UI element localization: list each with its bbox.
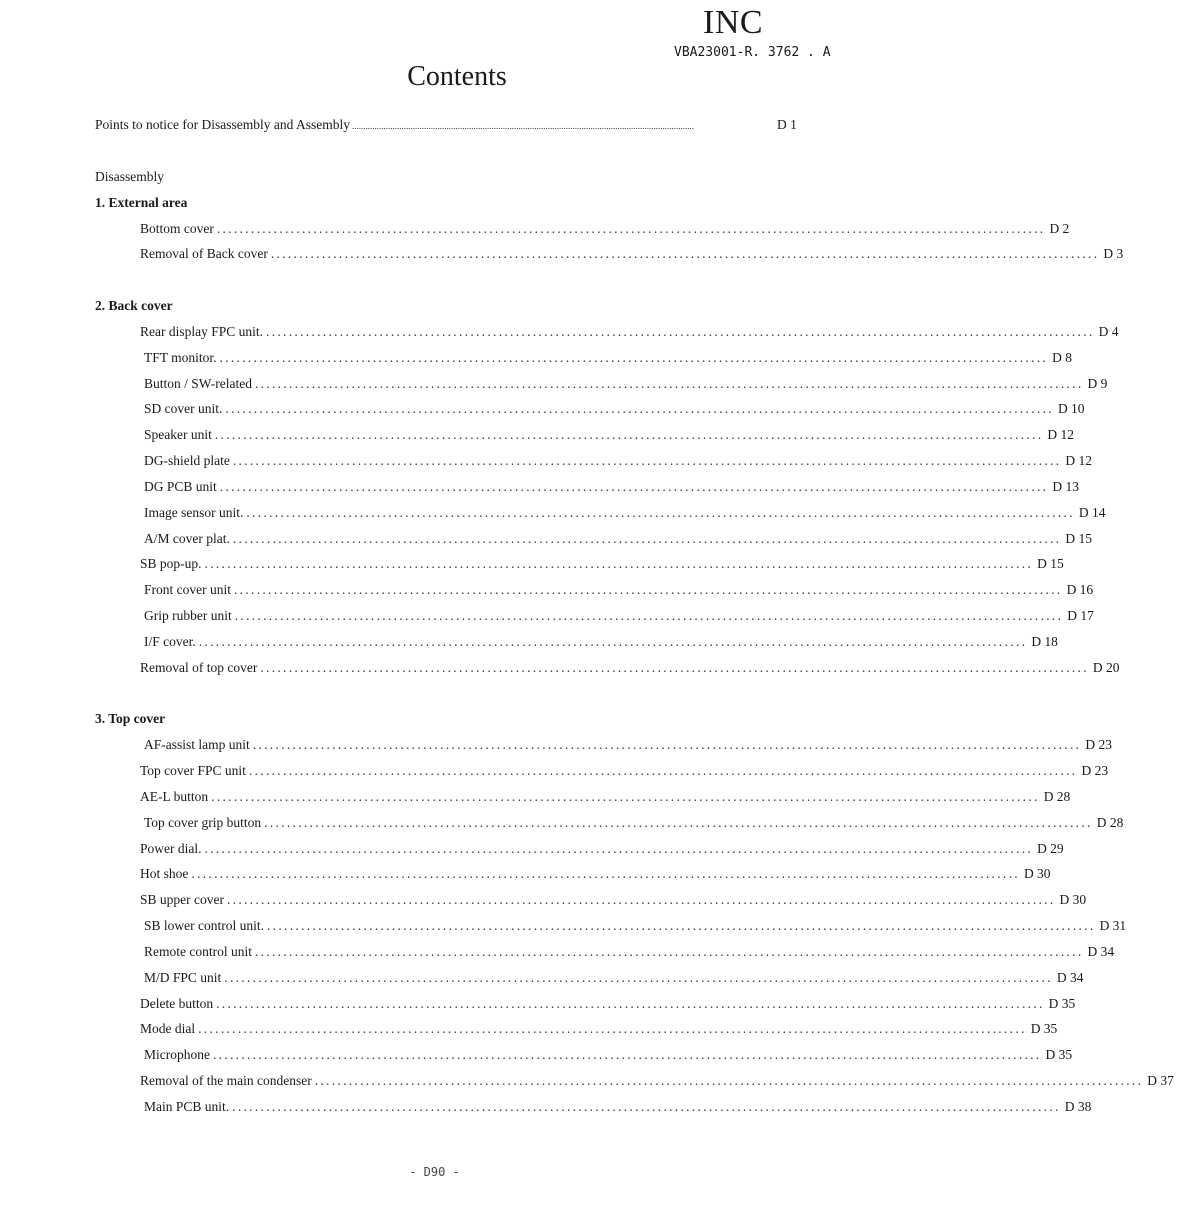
toc-row	[0, 375, 1108, 393]
toc-entry-page: D 23	[1081, 763, 1109, 778]
toc-row	[0, 659, 1120, 677]
toc-entry-label: Speaker unit	[144, 427, 212, 442]
toc-row	[0, 555, 1064, 573]
toc-entry-page: D 16	[1066, 582, 1094, 597]
toc-entry-page: D 35	[1048, 996, 1076, 1011]
toc-entry-label: Mode dial	[140, 1021, 196, 1036]
toc-leader-dots: ..................................................................................................................................................	[254, 944, 1084, 959]
toc-row	[0, 504, 1106, 522]
toc-entry-label: Hot shoe	[140, 866, 189, 881]
toc-entry-page: D 17	[1067, 608, 1094, 623]
disassembly-label: Disassembly	[95, 169, 164, 184]
toc-leader-dots: ..................................................................................................................................................	[232, 453, 1062, 468]
toc-entry[interactable]	[144, 917, 1127, 935]
toc-entry-label: SB pop-up.	[140, 556, 202, 571]
toc-row	[0, 530, 1093, 548]
toc-entry-label: Delete button	[140, 996, 214, 1011]
toc-entry-page: D 28	[1096, 815, 1124, 830]
toc-entry-page: D 35	[1030, 1021, 1058, 1036]
toc-entry[interactable]	[140, 840, 1064, 858]
toc-row	[0, 762, 1109, 780]
page-footer-number: - D90 -	[409, 1165, 460, 1179]
toc-entry[interactable]	[144, 452, 1093, 470]
toc-entry-label: Front cover unit	[144, 582, 231, 597]
toc-entry-label: SD cover unit.	[144, 401, 223, 416]
toc-row	[0, 943, 1115, 961]
toc-row	[0, 865, 1051, 883]
toc-entry[interactable]	[144, 375, 1108, 393]
toc-entry-label: Image sensor unit.	[144, 505, 244, 520]
toc-leader-dots: ..................................................................................................................................................	[234, 582, 1063, 597]
toc-leader-dots: ..................................................................................................................................................	[224, 970, 1053, 985]
toc-row	[0, 1072, 1174, 1090]
toc-entry[interactable]	[144, 426, 1075, 444]
section-heading: 3. Top cover	[95, 711, 166, 726]
toc-row	[0, 426, 1075, 444]
toc-entry-page: D 3	[1103, 246, 1124, 261]
toc-entry-page: D 30	[1023, 866, 1051, 881]
brand-logo-text: INC	[703, 4, 764, 41]
toc-entry-label: Removal of top cover	[140, 660, 258, 675]
toc-entry-page: D 8	[1052, 350, 1072, 365]
toc-entry[interactable]	[140, 1072, 1174, 1090]
toc-entry[interactable]	[140, 995, 1076, 1013]
toc-entry-label: AE-L button	[140, 789, 209, 804]
toc-leader-dots: ..................................................................................................................................................	[248, 763, 1078, 778]
toc-entry-label: SB lower control unit.	[144, 918, 264, 933]
toc-entry[interactable]	[144, 400, 1085, 418]
toc-leader-dots: ..................................................................................................................................................	[219, 479, 1049, 494]
toc-row	[0, 969, 1084, 987]
toc-entry-label: Rear display FPC unit.	[140, 324, 264, 339]
toc-row	[0, 349, 1072, 367]
toc-entry-page: D 29	[1037, 841, 1064, 856]
toc-row	[0, 891, 1087, 909]
toc-entry-page: D 12	[1065, 453, 1093, 468]
toc-leader-dots: ..................................................................................................................................................	[204, 556, 1034, 571]
toc-entry[interactable]	[144, 607, 1094, 625]
toc-row	[0, 245, 1124, 263]
toc-entry[interactable]	[140, 659, 1120, 677]
toc-entry-label: Points to notice for Disassembly and Assembly	[95, 117, 350, 132]
toc-entry[interactable]	[144, 633, 1058, 651]
toc-entry-label: Remote control unit	[144, 944, 252, 959]
page-title: Contents	[407, 61, 507, 92]
toc-entry-label: A/M cover plat.	[144, 531, 230, 546]
toc-entry-label: Microphone	[144, 1047, 210, 1062]
toc-entry-page: D 12	[1047, 427, 1075, 442]
toc-leader-dots: ..................................................................................................................................................	[260, 660, 1089, 675]
toc-entry[interactable]	[140, 1020, 1058, 1038]
toc-row	[0, 1046, 1073, 1064]
toc-entry[interactable]	[144, 969, 1084, 987]
toc-entry-page: D 30	[1059, 892, 1087, 907]
toc-entry[interactable]	[140, 555, 1064, 573]
toc-leader-dots: ..................................................................................................................................................	[214, 427, 1044, 442]
toc-row	[0, 788, 1071, 806]
toc-entry[interactable]	[140, 245, 1124, 263]
toc-leader-dots: ..................................................................................................................................................	[204, 841, 1034, 856]
toc-leader-dots: ..................................................................................................................................................	[270, 246, 1100, 261]
toc-leader-dots: ..................................................................................................................................................	[226, 892, 1056, 907]
toc-leader-dots: ..................................................................................................................................................	[198, 634, 1028, 649]
toc-row	[0, 814, 1124, 832]
toc-leader-dots: ..................................................................................................................................................	[254, 376, 1084, 391]
toc-entry-page: D 13	[1052, 479, 1079, 494]
toc-entry[interactable]	[140, 865, 1051, 883]
toc-entry[interactable]	[95, 116, 811, 134]
toc-entry-page: D 9	[1087, 376, 1108, 391]
toc-leader-dots: ..................................................................................................................................................	[232, 531, 1062, 546]
toc-row	[0, 840, 1064, 858]
section-heading: 2. Back cover	[95, 298, 173, 313]
toc-entry-label: Removal of Back cover	[140, 246, 268, 261]
toc-entry[interactable]	[140, 788, 1071, 806]
toc-row-intro	[0, 116, 869, 134]
toc-entry-label: M/D FPC unit	[144, 970, 222, 985]
toc-entry-label: I/F cover.	[144, 634, 196, 649]
toc-leader-dots: ..................................................................................................................................................	[266, 324, 1095, 339]
toc-entry-label: Removal of the main condenser	[140, 1073, 312, 1088]
toc-entry[interactable]	[144, 478, 1079, 496]
toc-row	[0, 400, 1085, 418]
toc-entry-page: D 31	[1099, 918, 1127, 933]
toc-entry[interactable]	[144, 1098, 1092, 1116]
toc-row	[0, 736, 1112, 754]
toc-entry-label: Power dial.	[140, 841, 202, 856]
toc-leader-dots: ..................................................................................................................................................	[252, 737, 1082, 752]
toc-entry-page: D 28	[1043, 789, 1071, 804]
toc-entry-label: DG-shield plate	[144, 453, 230, 468]
toc-entry-label: AF-assist lamp unit	[144, 737, 250, 752]
toc-entry[interactable]	[144, 1046, 1073, 1064]
toc-entry-label: Main PCB unit.	[144, 1099, 230, 1114]
toc-entry-page: D 2	[1049, 221, 1070, 236]
toc-leader-dots: ..................................................................................................................................................	[232, 1099, 1061, 1114]
toc-entry[interactable]	[144, 504, 1106, 522]
toc-entry[interactable]	[140, 762, 1109, 780]
toc-leader-dots: ..................................................................................................................................................	[246, 505, 1075, 520]
toc-entry-page: D 4	[1098, 324, 1119, 339]
toc-entry-page: D 15	[1037, 556, 1064, 571]
toc-entry-page: D 34	[1087, 944, 1115, 959]
toc-entry-label: SB upper cover	[140, 892, 224, 907]
toc-leader-dots: ..................................................................................................................................................	[225, 401, 1054, 416]
toc-row	[0, 917, 1127, 935]
toc-entry-page: D 14	[1078, 505, 1106, 520]
toc-leader-dots: ..................................................................................................................................................	[234, 608, 1064, 623]
toc-entry-label: Grip rubber unit	[144, 608, 232, 623]
toc-entry-page: D 35	[1045, 1047, 1073, 1062]
toc-leader-dots: ..................................................................................................................................................	[216, 996, 1045, 1011]
toc-entry-page: D 15	[1065, 531, 1093, 546]
toc-row	[0, 478, 1079, 496]
toc-row	[0, 452, 1093, 470]
toc-leader-dots: ..................................................................................................................................................	[219, 350, 1049, 365]
toc-entry-label: Button / SW-related	[144, 376, 252, 391]
toc-entry[interactable]	[144, 736, 1112, 754]
toc-entry[interactable]	[144, 581, 1094, 599]
toc-leader-dots: ..................................................................................................................................................	[267, 918, 1096, 933]
toc-leader-dots: ..................................................................................................................................................	[216, 221, 1046, 236]
toc-entry[interactable]	[140, 323, 1119, 341]
toc-entry-page: D 1	[777, 117, 797, 132]
document-number: VBA23001-R. 3762 . A	[674, 45, 831, 60]
toc-entry-page: D 34	[1056, 970, 1084, 985]
toc-entry-page: D 23	[1085, 737, 1112, 752]
toc-leader-dots: ..................................................................................................................................................	[264, 815, 1093, 830]
toc-entry-label: DG PCB unit	[144, 479, 217, 494]
toc-entry-page: D 38	[1064, 1099, 1092, 1114]
toc-entry-page: D 10	[1057, 401, 1085, 416]
toc-entry-page: D 18	[1031, 634, 1058, 649]
toc-row	[0, 323, 1119, 341]
toc-row	[0, 1020, 1058, 1038]
toc-row	[0, 633, 1058, 651]
toc-entry[interactable]	[144, 943, 1115, 961]
toc-entry[interactable]	[144, 814, 1124, 832]
toc-entry[interactable]	[144, 530, 1093, 548]
toc-row	[0, 607, 1094, 625]
toc-row	[0, 1098, 1092, 1116]
toc-entry[interactable]	[140, 891, 1087, 909]
toc-row	[0, 995, 1076, 1013]
toc-leader-dots: ........................................................................................................................................................	[351, 121, 694, 131]
section-heading: 1. External area	[95, 195, 188, 210]
toc-entry-label: Top cover grip button	[144, 815, 262, 830]
toc-entry-label: Top cover FPC unit	[140, 763, 246, 778]
toc-entry-label: TFT monitor.	[144, 350, 217, 365]
toc-entry-label: Bottom cover	[140, 221, 214, 236]
toc-entry-page: D 20	[1092, 660, 1120, 675]
toc-row	[0, 581, 1094, 599]
toc-entry-page: D 37	[1147, 1073, 1174, 1088]
toc-leader-dots: ..................................................................................................................................................	[191, 866, 1020, 881]
toc-leader-dots: ..................................................................................................................................................	[211, 789, 1040, 804]
toc-entry[interactable]	[144, 349, 1072, 367]
toc-leader-dots: ..................................................................................................................................................	[314, 1073, 1144, 1088]
toc-leader-dots: ..................................................................................................................................................	[212, 1047, 1042, 1062]
toc-leader-dots: ..................................................................................................................................................	[198, 1021, 1027, 1036]
toc-entry[interactable]	[140, 220, 1070, 238]
toc-row	[0, 220, 1070, 238]
